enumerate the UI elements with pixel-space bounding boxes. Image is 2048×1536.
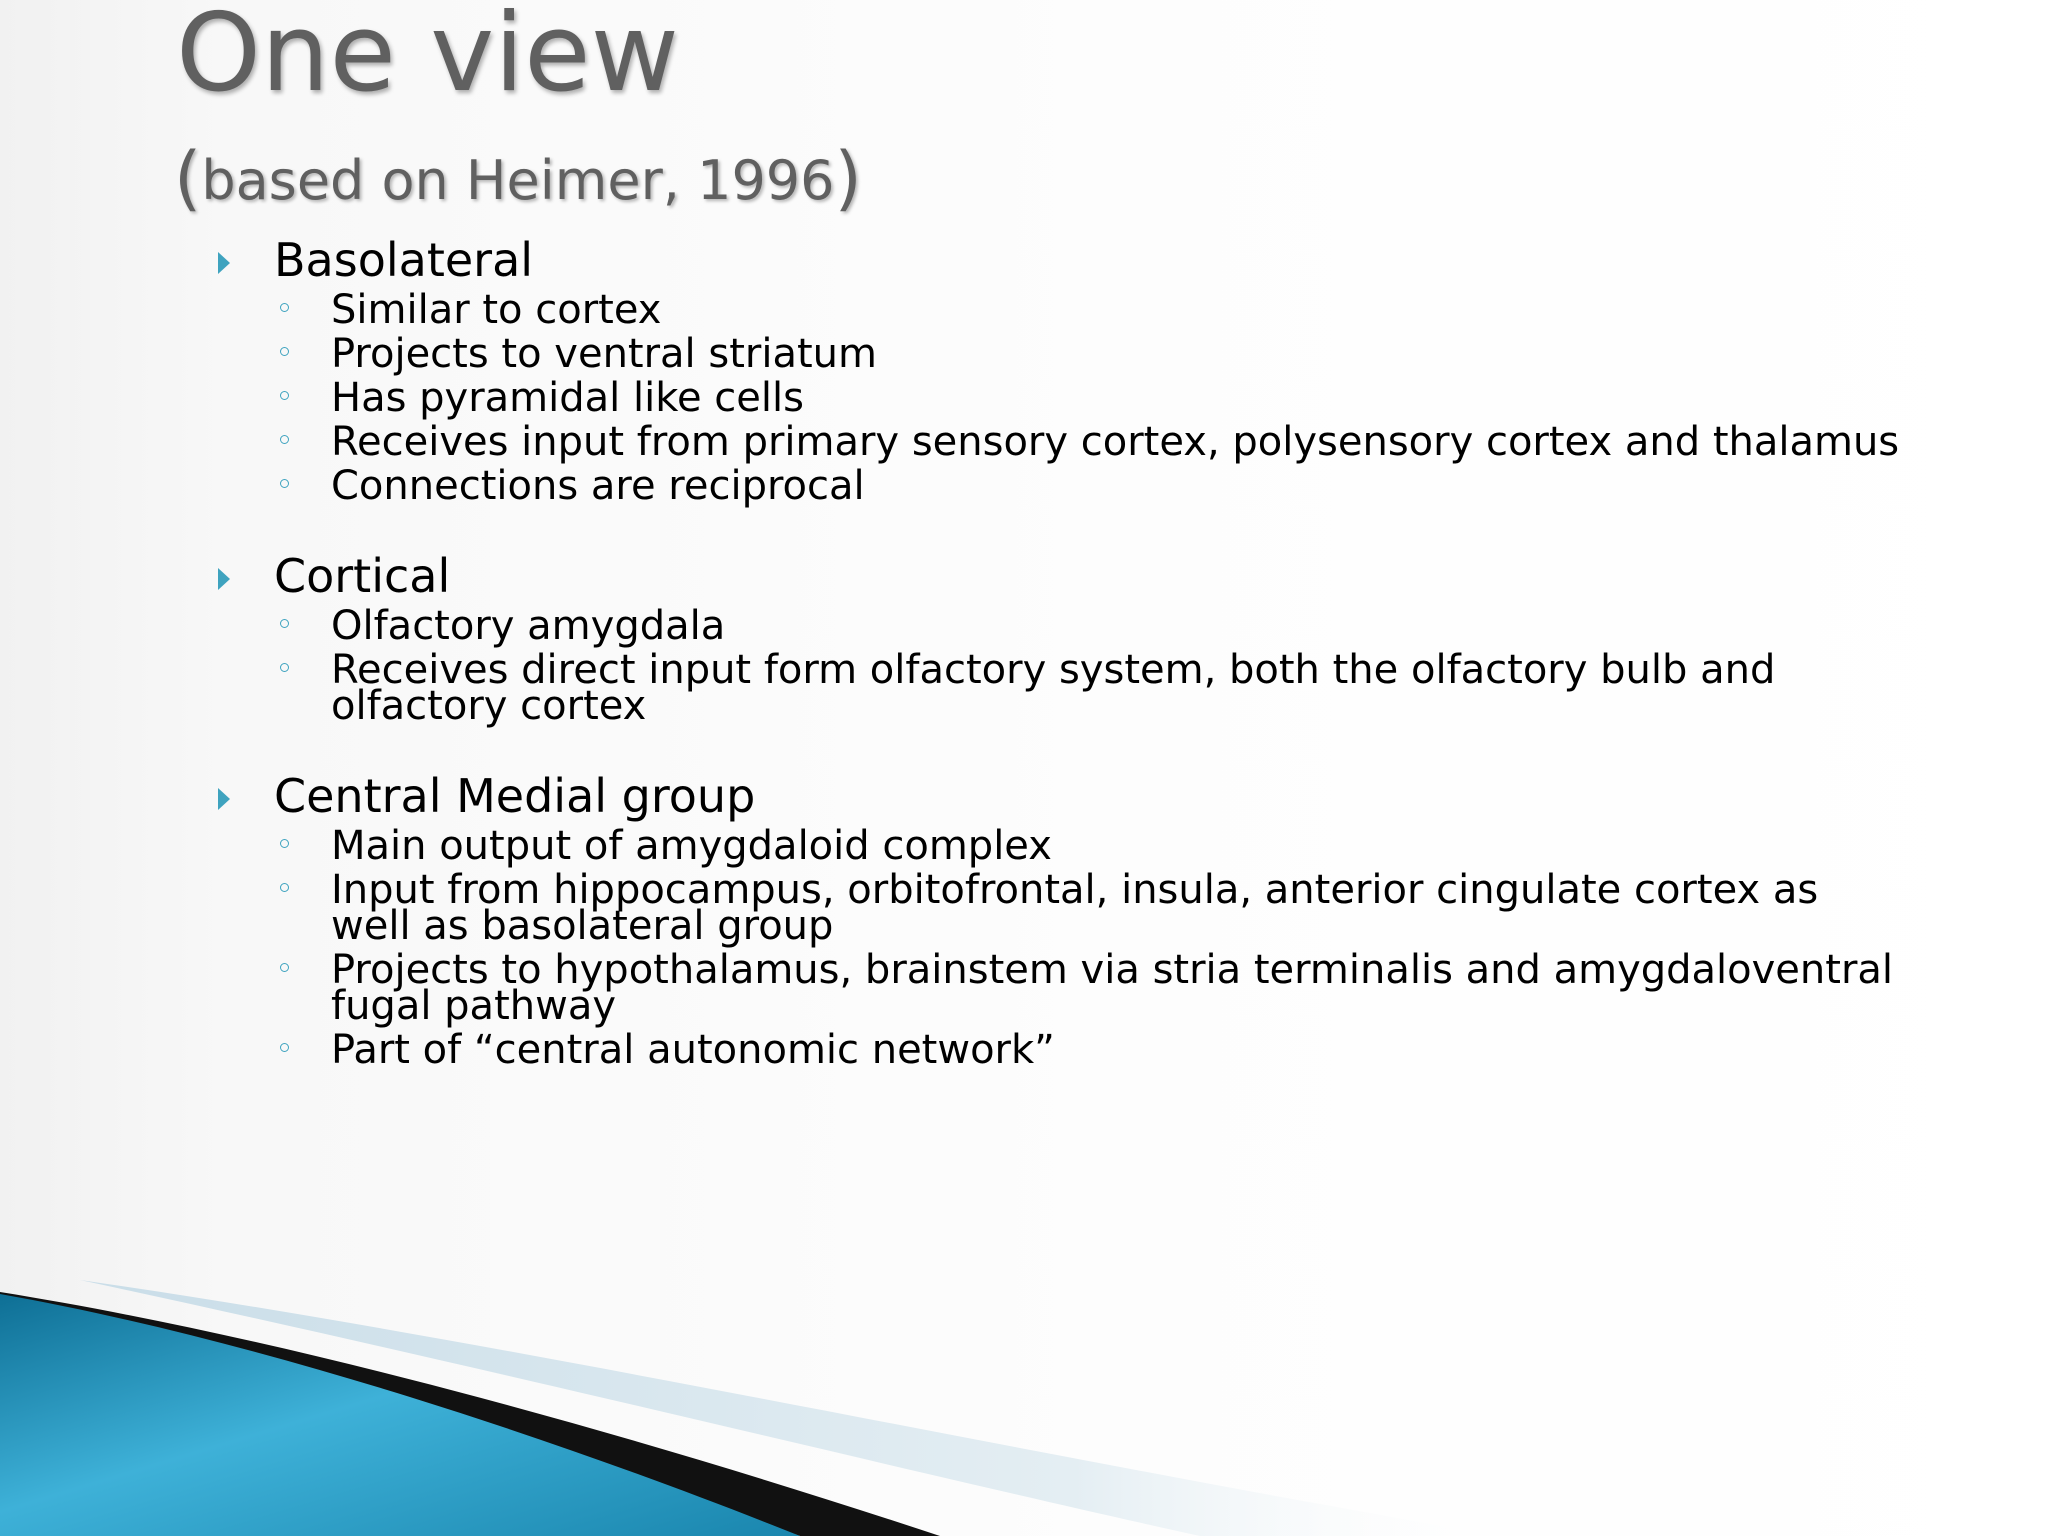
circle-bullet-icon — [280, 479, 289, 488]
list-item — [210, 464, 1910, 508]
list-item — [210, 376, 1910, 420]
circle-bullet-icon — [280, 663, 289, 672]
list-item-text: Main output of amygdaloid complex — [331, 823, 1052, 869]
list-item — [210, 868, 1910, 948]
circle-bullet-icon — [280, 1043, 289, 1052]
sub-bullet-list — [210, 824, 1910, 1072]
subtitle-close-paren: ) — [834, 137, 862, 219]
list-item — [210, 824, 1910, 868]
section-heading: Central Medial group — [274, 769, 756, 823]
list-item — [210, 332, 1910, 376]
section-heading: Cortical — [274, 549, 451, 603]
list-item — [210, 1028, 1910, 1072]
list-item-text: Receives direct input form olfactory system, both the olfactory bulb and olfactory cortex — [331, 647, 1776, 729]
list-item-text: Olfactory amygdala — [331, 603, 726, 649]
list-item-text: Similar to cortex — [331, 287, 662, 333]
section-cortical — [210, 548, 1910, 728]
list-item — [210, 648, 1910, 728]
circle-bullet-icon — [280, 303, 289, 312]
subtitle-text: based on Heimer, 1996 — [201, 149, 835, 212]
list-item-text: Projects to hypothalamus, brainstem via stria terminalis and amygdaloventral fugal pathway — [331, 947, 1894, 1029]
list-item-text: Has pyramidal like cells — [331, 375, 804, 421]
slide-title: One view — [176, 0, 679, 116]
list-item-text: Part of “central autonomic network” — [331, 1027, 1055, 1073]
list-item-text: Receives input from primary sensory cortex, polysensory cortex and thalamus — [331, 419, 1900, 465]
list-item-text: Connections are reciprocal — [331, 463, 865, 509]
slide-subtitle — [174, 137, 862, 219]
circle-bullet-icon — [280, 391, 289, 400]
sub-bullet-list — [210, 604, 1910, 728]
subtitle-open-paren: ( — [174, 137, 202, 219]
triangle-bullet-icon — [218, 252, 230, 274]
section-basolateral — [210, 232, 1910, 508]
circle-bullet-icon — [280, 435, 289, 444]
circle-bullet-icon — [280, 347, 289, 356]
decorative-wave — [0, 1280, 2048, 1536]
list-item — [210, 604, 1910, 648]
list-item — [210, 420, 1910, 464]
section-heading: Basolateral — [274, 233, 534, 287]
triangle-bullet-icon — [218, 788, 230, 810]
list-item-text: Projects to ventral striatum — [331, 331, 877, 377]
circle-bullet-icon — [280, 883, 289, 892]
triangle-bullet-icon — [218, 568, 230, 590]
list-item-text: Input from hippocampus, orbitofrontal, insula, anterior cingulate cortex as well as basolateral group — [331, 867, 1819, 949]
circle-bullet-icon — [280, 963, 289, 972]
section-central-medial — [210, 768, 1910, 1072]
bullet-content — [210, 232, 1910, 1112]
circle-bullet-icon — [280, 619, 289, 628]
list-item — [210, 948, 1910, 1028]
circle-bullet-icon — [280, 839, 289, 848]
sub-bullet-list — [210, 288, 1910, 508]
list-item — [210, 288, 1910, 332]
